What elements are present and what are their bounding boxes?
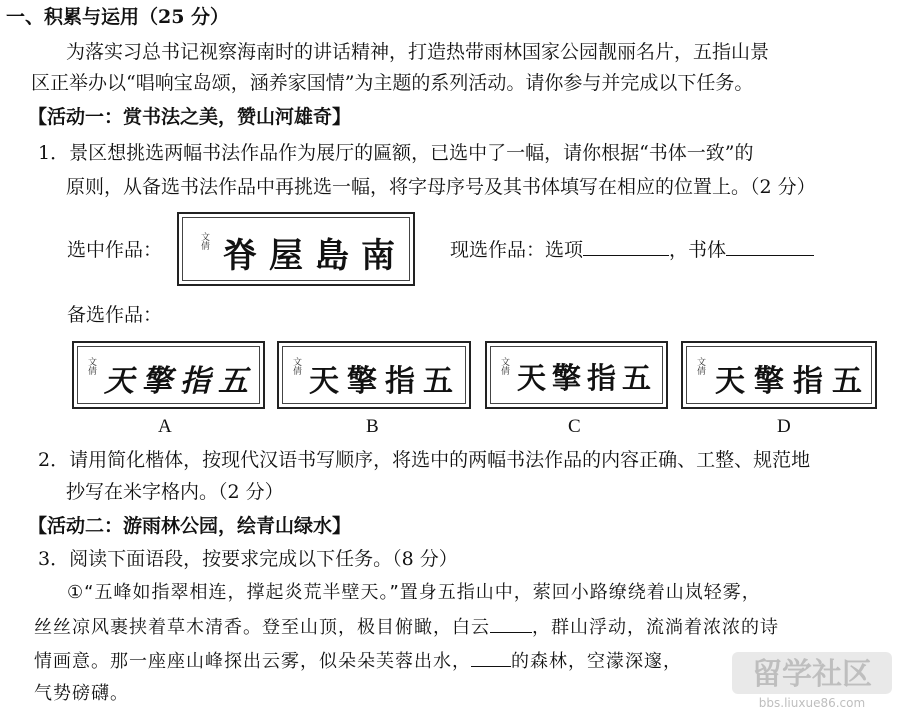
candidate-plaque-a <box>72 341 265 409</box>
passage-line3-part2: 的森林，空濛深邃， <box>511 651 682 672</box>
seal-stamp: 文倩 <box>499 357 509 375</box>
candidate-d-calligraphy: 天擎指五 <box>715 364 871 399</box>
watermark-title: 留学社区 <box>752 657 872 692</box>
activity1-title: 【活动一：赏书法之美，赞山河雄奇】 <box>28 106 352 128</box>
question3-line: 3．阅读下面语段，按要求完成以下任务。（8 分） <box>38 548 458 570</box>
site-watermark-logo <box>732 648 897 710</box>
candidate-a-letter: A <box>158 416 172 437</box>
intro-paragraph-line1: 为落实习总书记视察海南时的讲话精神，打造热带雨林国家公园靓丽名片，五指山景 <box>66 41 770 63</box>
selected-calligraphy-plaque <box>177 212 415 286</box>
script-style-answer-blank[interactable] <box>726 237 814 256</box>
passage-blank-1[interactable] <box>490 614 532 633</box>
question2-line1: 2．请用简化楷体，按现代汉语书写顺序，将选中的两幅书法作品的内容正确、工整、规范地 <box>38 449 811 471</box>
option-answer-blank[interactable] <box>583 237 669 256</box>
passage-line2 <box>34 614 779 641</box>
intro-paragraph-line2: 区正举办以“唱响宝岛颂，涵养家国情”为主题的系列活动。请你参与并完成以下任务。 <box>31 72 754 94</box>
seal-stamp: 文倩 <box>86 357 96 375</box>
answer-prefix: 现选作品：选项 <box>450 239 584 261</box>
candidate-c-calligraphy: 天擎指五 <box>517 361 658 395</box>
candidate-a-calligraphy: 天擎指五 <box>104 364 256 399</box>
candidate-d-letter: D <box>777 416 791 437</box>
passage-line2-part2: ，群山浮动，流淌着浓浓的诗 <box>532 617 779 638</box>
seal-stamp: 文倩 <box>199 232 209 250</box>
candidate-plaque-b <box>277 341 471 409</box>
selected-work-label: 选中作品： <box>67 239 163 261</box>
seal-stamp: 文倩 <box>695 357 705 375</box>
candidate-b-letter: B <box>366 416 379 437</box>
question2-line2: 抄写在米字格内。（2 分） <box>66 481 284 503</box>
question1-line2: 原则，从备选书法作品中再挑选一幅，将字母序号及其书体填写在相应的位置上。（2 分） <box>66 176 816 198</box>
question1-line1: 1．景区想挑选两幅书法作品作为展厅的匾额，已选中了一幅，请你根据“书体一致”的 <box>38 142 754 164</box>
passage-line2-part1: 丝丝凉风裹挟着草木清香。登至山顶，极目俯瞰，白云 <box>34 617 490 638</box>
selected-calligraphy-text: 脊屋島南 <box>223 236 407 276</box>
candidate-plaque-c <box>485 341 668 409</box>
answer-mid: ，书体 <box>669 239 727 261</box>
seal-stamp: 文倩 <box>291 357 301 375</box>
passage-line3-part1: 情画意。那一座座山峰探出云雾，似朵朵芙蓉出水， <box>34 651 471 672</box>
section-title: 一、积累与运用（25 分） <box>6 6 230 28</box>
passage-line3 <box>34 648 682 675</box>
answer-line <box>450 237 814 263</box>
candidate-c-letter: C <box>568 416 581 437</box>
activity2-title: 【活动二：游雨林公园，绘青山绿水】 <box>28 515 352 537</box>
passage-blank-2[interactable] <box>471 648 511 667</box>
watermark-url: bbs.liuxue86.com <box>758 696 866 710</box>
passage-line4: 气势磅礴。 <box>34 683 129 704</box>
candidate-b-calligraphy: 天擎指五 <box>309 364 461 399</box>
candidate-plaque-d <box>681 341 877 409</box>
candidates-label: 备选作品： <box>67 304 163 326</box>
passage-line1: ①“五峰如指翠相连，撑起炎荒半壁天。”置身五指山中，萦回小路缭绕着山岚轻雾， <box>67 582 761 603</box>
